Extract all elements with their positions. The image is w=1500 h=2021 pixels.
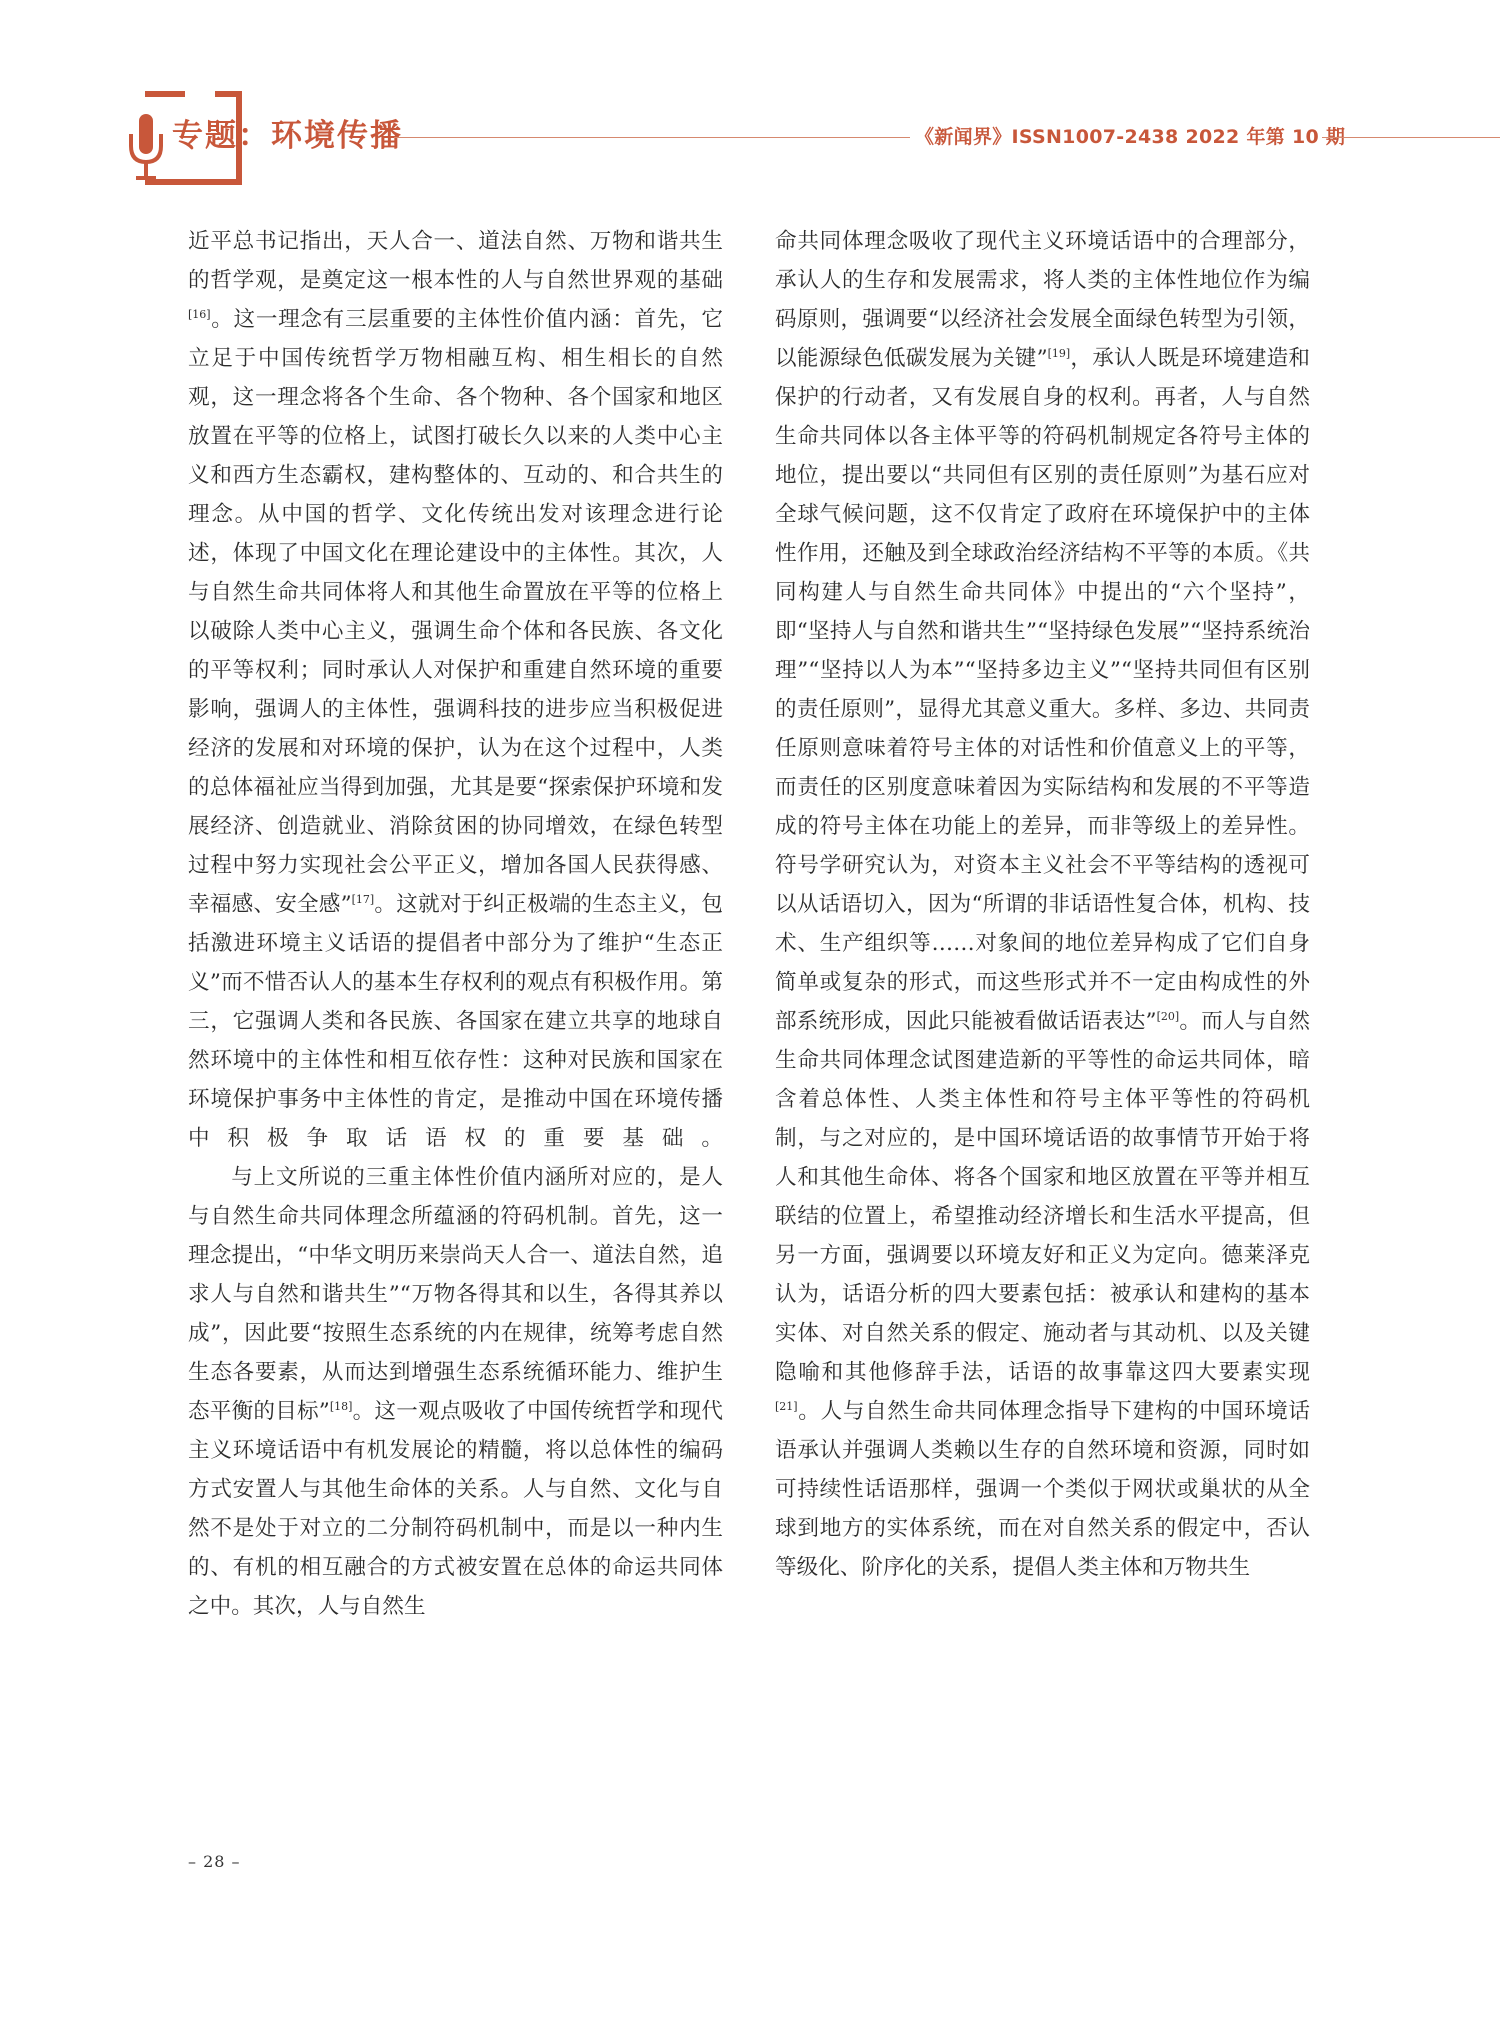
paragraph-text: 。人与自然生命共同体理念指导下建构的中国环境话语承认并强调人类赖以生存的自然环境和资源，同时如可持续性话语那样，强调一个类似于网状或巢状的从全球到地方的实体系统，而在对自然关系的假定中，否认等级化、阶序化的关系，提倡人类主体和万物共生	[775, 1399, 1310, 1580]
header-divider-left	[394, 137, 910, 138]
body-paragraph	[188, 1158, 723, 1626]
page-number: – 28 –	[188, 1852, 241, 1871]
journal-issue-info: 《新闻界》ISSN1007-2438 2022 年第 10 期	[915, 126, 1346, 148]
citation-ref: [18]	[329, 1399, 353, 1413]
text-column-left	[188, 222, 723, 1626]
citation-ref: [21]	[775, 1399, 798, 1413]
paragraph-text: 。这一观点吸收了中国传统哲学和现代主义环境话语中有机发展论的精髓，将以总体性的编码方式安置人与其他生命体的关系。人与自然、文化与自然不是处于对立的二分制符码机制中，而是以一种内生的、有机的相互融合的方式被安置在总体的命运共同体之中。其次，人与自然生	[188, 1399, 723, 1619]
section-title: 专题：环境传播	[172, 118, 403, 154]
citation-ref: [19]	[1047, 346, 1071, 360]
body-paragraph	[775, 222, 1310, 1587]
text-column-right	[775, 222, 1310, 1587]
paragraph-text: 。而人与自然生命共同体理念试图建造新的平等性的命运共同体，暗含着总体性、人类主体性和符号主体平等性的符码机制，与之对应的，是中国环境话语的故事情节开始于将人和其他生命体、将各个国家和地区放置在平等并相互联结的位置上，希望推动经济增长和生活水平提高，但另一方面，强调要以环境友好和正义为定向。德莱泽克认为，话语分析的四大要素包括：被承认和建构的基本实体、对自然关系的假定、施动者与其动机、以及关键隐喻和其他修辞手法，话语的故事靠这四大要素实现	[775, 1009, 1310, 1385]
citation-ref: [20]	[1156, 1009, 1180, 1023]
paragraph-text: 与上文所说的三重主体性价值内涵所对应的，是人与自然生命共同体理念所蕴涵的符码机制。首先，这一理念提出，“中华文明历来崇尚天人合一、道法自然，追求人与自然和谐共生”“万物各得其和以生，各得其养以成”，因此要“按照生态系统的内在规律，统筹考虑自然生态各要素，从而达到增强生态系统循环能力、维护生态平衡的目标”	[188, 1165, 723, 1424]
citation-ref: [17]	[351, 892, 375, 906]
citation-ref: [16]	[188, 307, 211, 321]
paragraph-text: 。这一理念有三层重要的主体性价值内涵：首先，它立足于中国传统哲学万物相融互构、相生相长的自然观，这一理念将各个生命、各个物种、各个国家和地区放置在平等的位格上，试图打破长久以来的人类中心主义和西方生态霸权，建构整体的、互动的、和合共生的理念。从中国的哲学、文化传统出发对该理念进行论述，体现了中国文化在理论建设中的主体性。其次，人与自然生命共同体将人和其他生命置放在平等的位格上以破除人类中心主义，强调生命个体和各民族、各文化的平等权利；同时承认人对保护和重建自然环境的重要影响，强调人的主体性，强调科技的进步应当积极促进经济的发展和对环境的保护，认为在这个过程中，人类的总体福祉应当得到加强，尤其是要“探索保护环境和发展经济、创造就业、消除贫困的协同增效，在绿色转型过程中努力实现社会公平正义，增加各国人民获得感、幸福感、安全感”	[188, 307, 723, 917]
paragraph-text: 。这就对于纠正极端的生态主义，包括激进环境主义话语的提倡者中部分为了维护“生态正义”而不惜否认人的基本生存权利的观点有积极作用。第三，它强调人类和各民族、各国家在建立共享的地球自然环境中的主体性和相互依存性：这种对民族和国家在环境保护事务中主体性的肯定，是推动中国在环境传播中积极争取话语权的重要基础。	[188, 892, 723, 1151]
paragraph-text: ，承认人既是环境建造和保护的行动者，又有发展自身的权利。再者，人与自然生命共同体以各主体平等的符码机制规定各符号主体的地位，提出要以“共同但有区别的责任原则”为基石应对全球气候问题，这不仅肯定了政府在环境保护中的主体性作用，还触及到全球政治经济结构不平等的本质。《共同构建人与自然生命共同体》中提出的“六个坚持”，即“坚持人与自然和谐共生”“坚持绿色发展”“坚持系统治理”“坚持以人为本”“坚持多边主义”“坚持共同但有区别的责任原则”，显得尤其意义重大。多样、多边、共同责任原则意味着符号主体的对话性和价值意义上的平等，而责任的区别度意味着因为实际结构和发展的不平等造成的符号主体在功能上的差异，而非等级上的差异性。符号学研究认为，对资本主义社会不平等结构的透视可以从话语切入，因为“所谓的非话语性复合体，机构、技术、生产组织等……对象间的地位差异构成了它们自身简单或复杂的形式，而这些形式并不一定由构成性的外部系统形成，因此只能被看做话语表达”	[775, 346, 1310, 1034]
paragraph-text: 近平总书记指出，天人合一、道法自然、万物和谐共生的哲学观，是奠定这一根本性的人与自然世界观的基础	[188, 229, 723, 293]
page-header	[0, 0, 1500, 200]
header-divider-right	[1322, 137, 1500, 138]
body-paragraph	[188, 222, 723, 1158]
paragraph-text: 命共同体理念吸收了现代主义环境话语中的合理部分，承认人的生存和发展需求，将人类的主体性地位作为编码原则，强调要“以经济社会发展全面绿色转型为引领，以能源绿色低碳发展为关键”	[775, 229, 1310, 371]
